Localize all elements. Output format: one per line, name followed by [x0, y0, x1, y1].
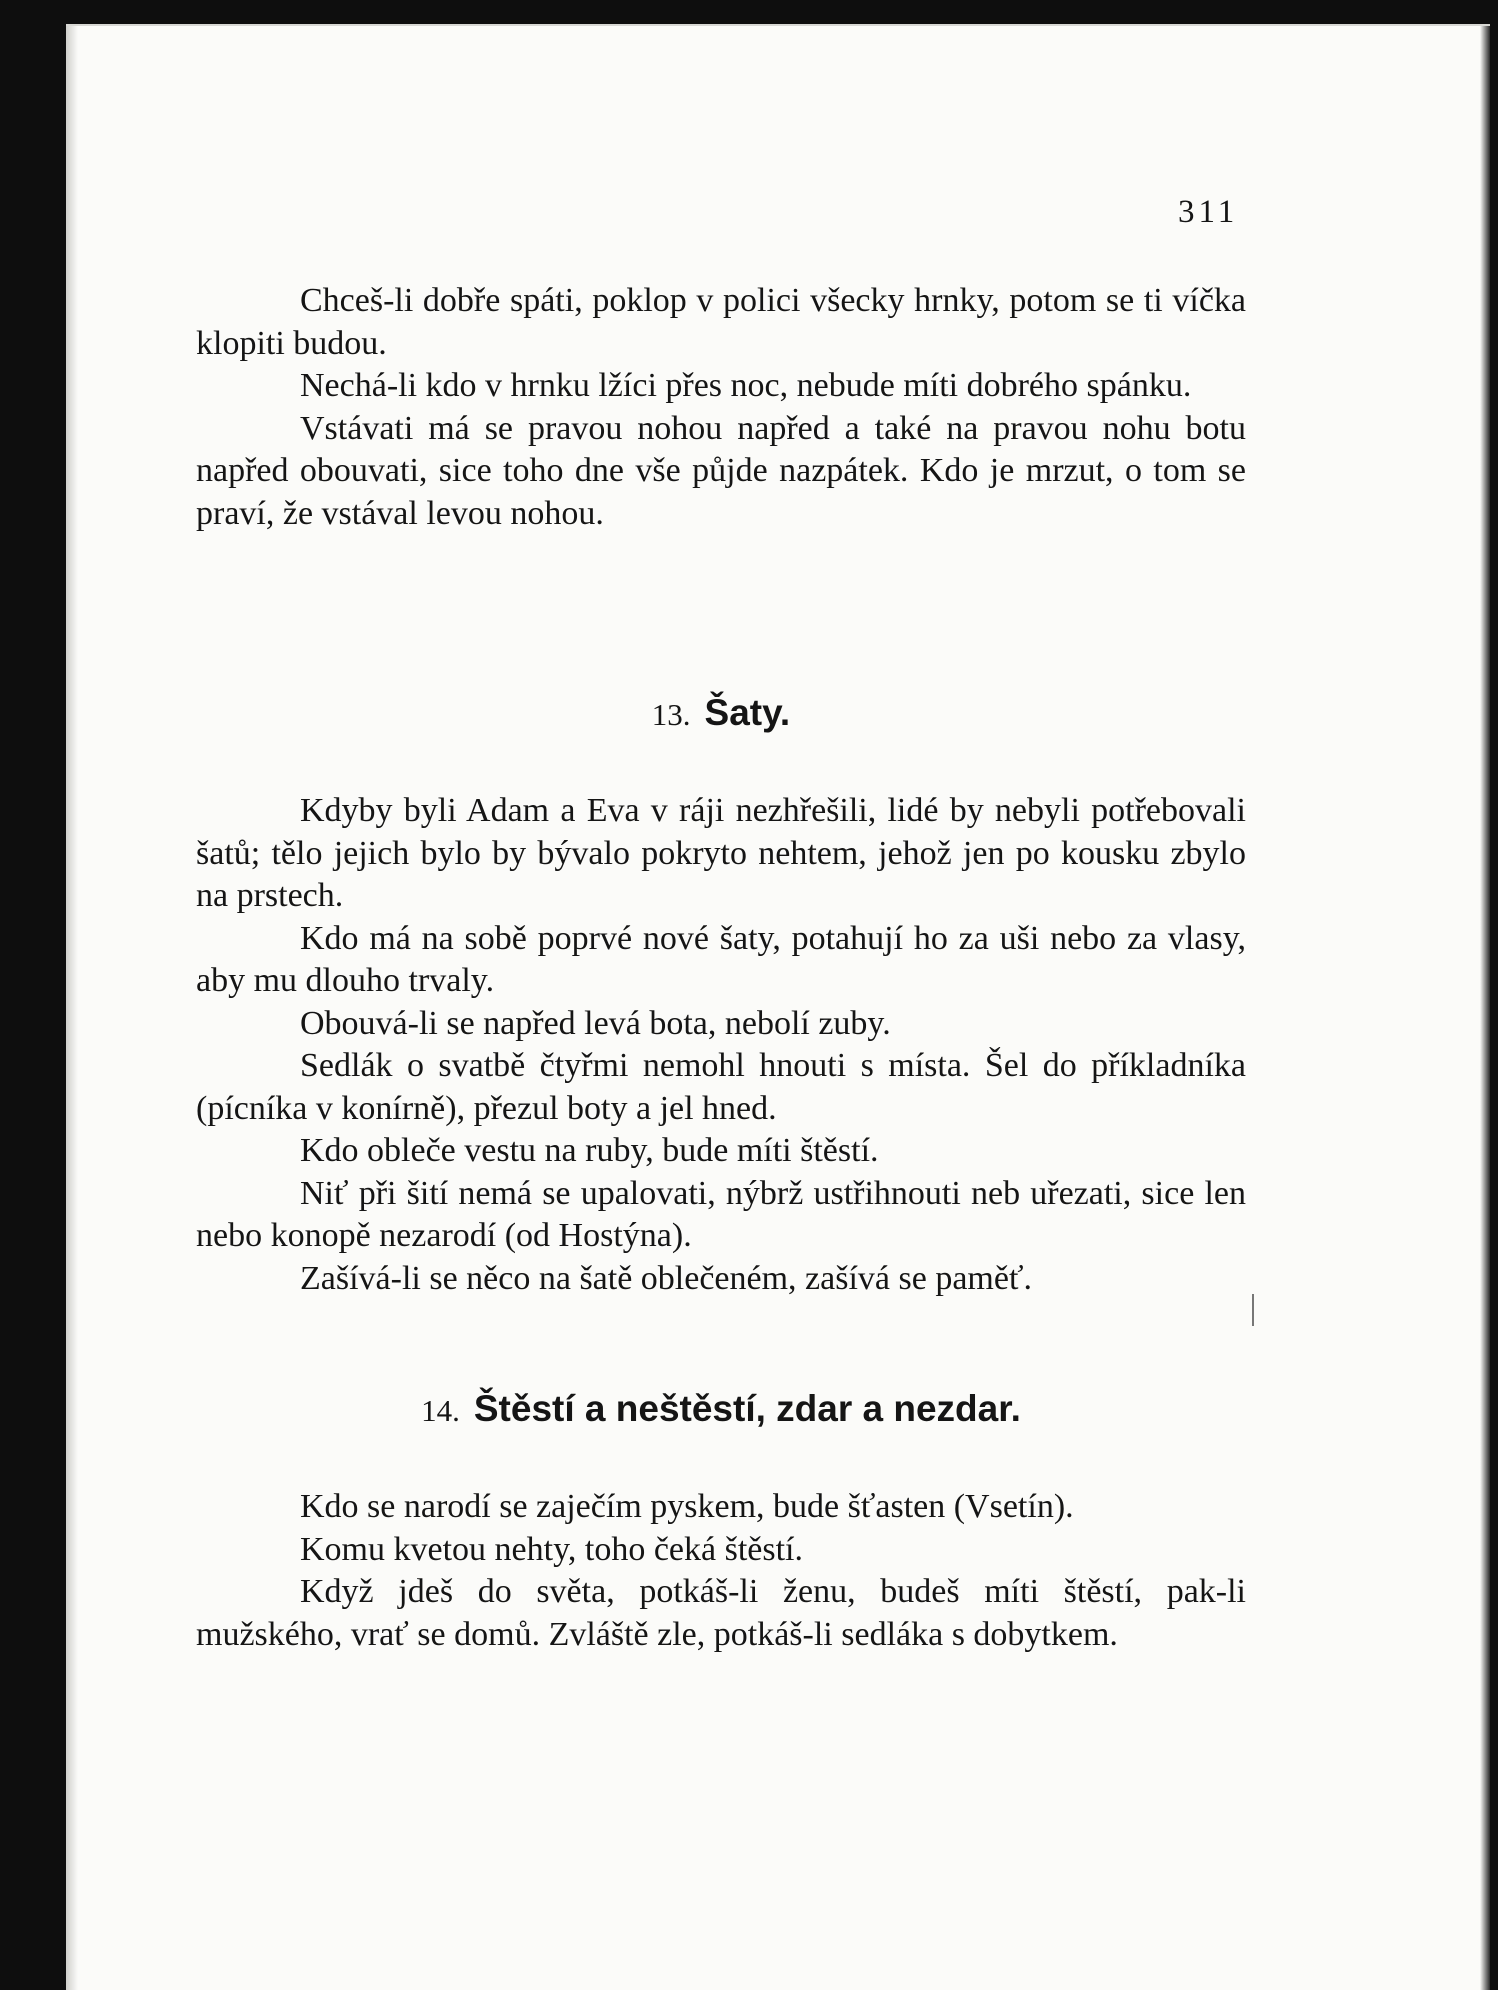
section-13-title: Šaty.	[704, 692, 791, 733]
section-13-text-block	[196, 790, 1246, 1300]
paragraph: Kdo obleče vestu na ruby, bude míti štěstí.	[300, 1132, 879, 1169]
section-13-heading	[196, 692, 1246, 734]
book-page	[66, 24, 1490, 1990]
paragraph: Komu kvetou nehty, toho čeká štěstí.	[300, 1530, 803, 1568]
paragraph: Chceš-li dobře spáti, poklop v polici všecky hrnky, potom se ti víčka klopiti budou.	[196, 282, 1246, 362]
paragraph: Když jdeš do světa, potkáš-li ženu, budeš míti štěstí, pak-li mužského, vrať se domů. Zvláště zle, potkáš-li sedláka s dobytkem.	[196, 1573, 1246, 1653]
section-14-title: Štěstí a neštěstí, zdar a nezdar.	[473, 1388, 1021, 1429]
paragraph: Zašívá-li se něco na šatě oblečeném, zašívá se paměť.	[300, 1259, 1032, 1297]
paragraph: Kdo má na sobě poprvé nové šaty, potahují ho za uši nebo za vlasy, aby mu dlouho trvaly.	[196, 919, 1246, 999]
page-right-shadow	[1480, 26, 1490, 1990]
paragraph: Obouvá-li se napřed levá bota, nebolí zuby.	[300, 1004, 891, 1042]
paragraph: Kdyby byli Adam a Eva v ráji nezhřešili, lidé by nebyli potřebovali šatů; tělo jejich bylo by bývalo pokryto nehtem, jehož jen po kousku zbylo na prstech.	[196, 792, 1246, 914]
section-13-number: 13.	[651, 697, 691, 732]
margin-mark	[1252, 1294, 1254, 1326]
page-number: 311	[1178, 194, 1239, 230]
section-14-heading	[196, 1388, 1246, 1430]
section-14-number: 14.	[421, 1393, 460, 1428]
paragraph: Kdo se narodí se zaječím pyskem, bude šťasten (Vsetín).	[300, 1488, 1074, 1525]
paragraph: Niť při šití nemá se upalovati, nýbrž ustřihnouti neb uřezati, sice len nebo konopě nezarodí (od Hostýna).	[196, 1174, 1246, 1254]
intro-text-block	[196, 280, 1246, 535]
page-gutter-edge	[66, 26, 78, 1990]
paragraph: Vstávati má se pravou nohou napřed a také na pravou nohu botu napřed obouvati, sice toho dne vše půjde nazpátek. Kdo je mrzut, o tom se praví, že vstával levou nohou.	[196, 409, 1246, 532]
paragraph: Nechá-li kdo v hrnku lžíci přes noc, nebude míti dobrého spánku.	[300, 367, 1192, 404]
section-14-text-block	[196, 1486, 1246, 1656]
paragraph: Sedlák o svatbě čtyřmi nemohl hnouti s místa. Šel do příkladníka (pícníka v konírně), přezul boty a jel hned.	[196, 1047, 1246, 1127]
